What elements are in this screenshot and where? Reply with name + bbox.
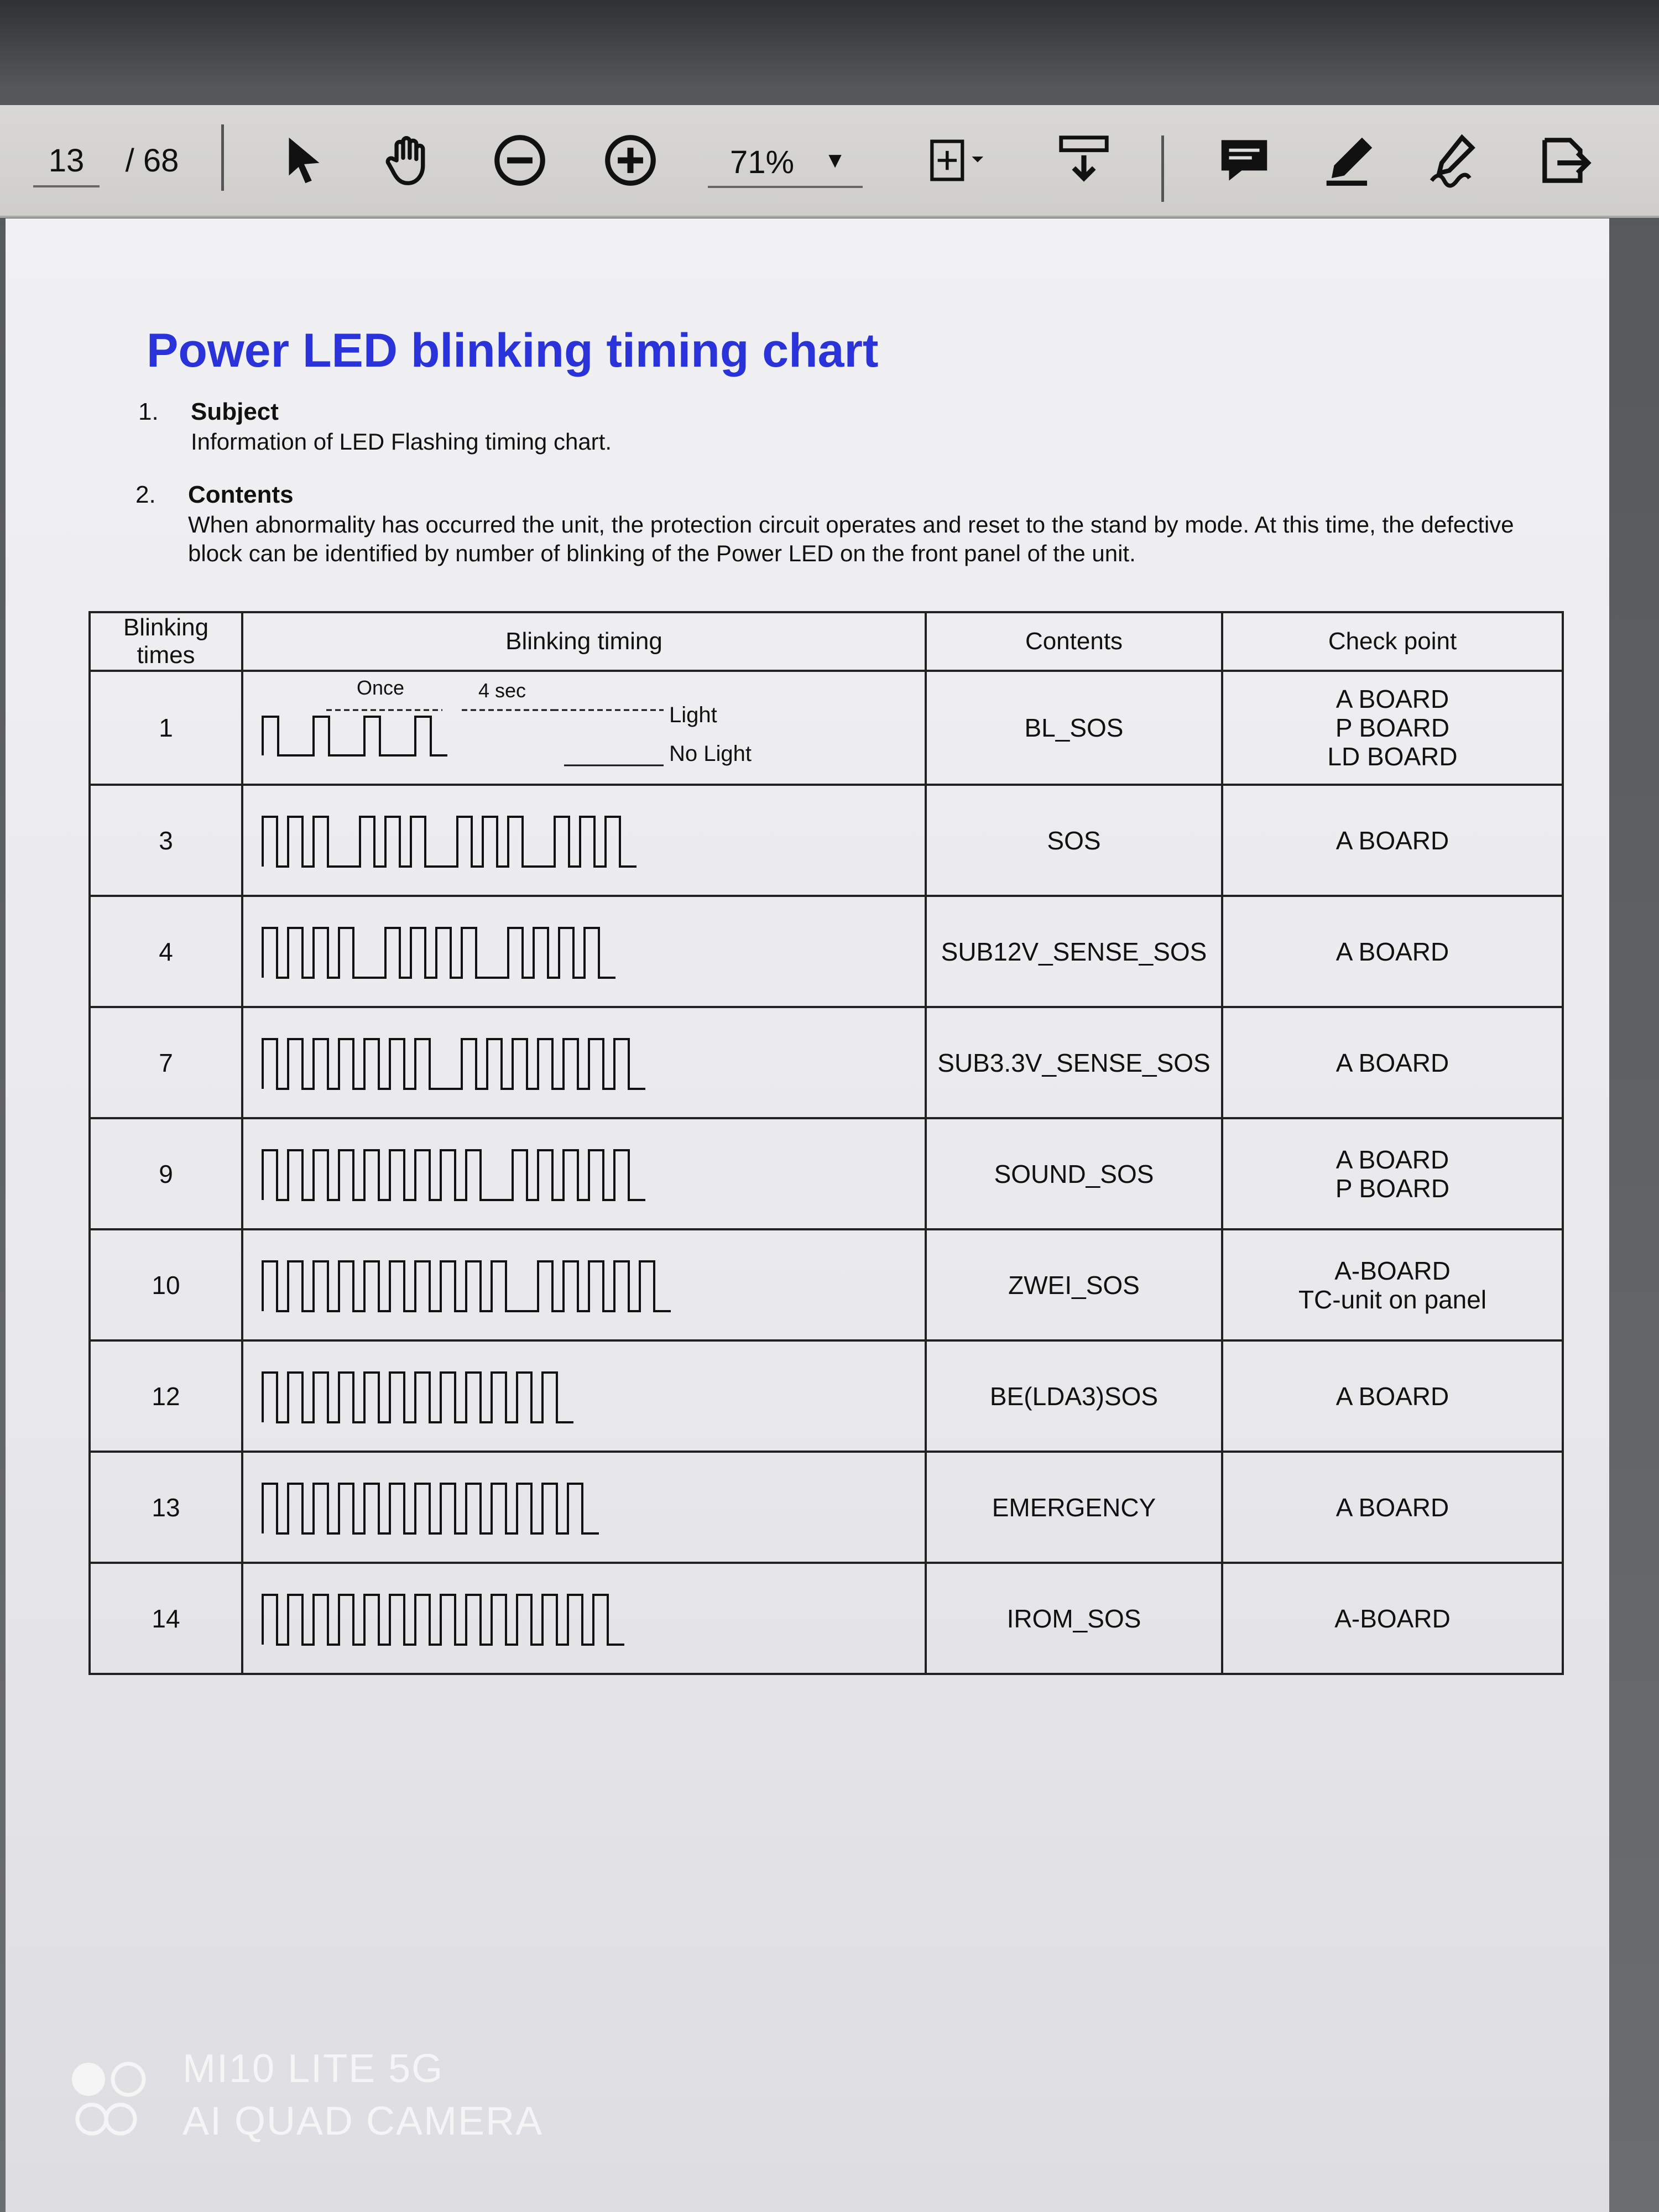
page-total-label: / 68: [125, 142, 179, 179]
section-body: When abnormality has occurred the unit, the protection circuit operates and reset to the stand by mode. At this time, the defective block can be identified by number of blinking of the Power LED on the front panel of the unit.: [188, 512, 1514, 566]
blink-waveform: [243, 1564, 924, 1672]
check-point-line: A BOARD: [1335, 1381, 1449, 1411]
check-point-line: P BOARD: [1335, 1173, 1450, 1203]
blinking-times-cell: 7: [90, 1007, 242, 1118]
blink-waveform: [243, 1453, 924, 1561]
header-blinking-times: Blinking times: [90, 612, 242, 671]
table-row: [90, 1007, 1563, 1118]
blink-waveform: [243, 1120, 924, 1228]
blinking-times-cell: 14: [90, 1563, 242, 1674]
waveform-line: [263, 717, 447, 755]
blinking-timing-cell: [242, 785, 926, 896]
check-point-cell: [1222, 896, 1563, 1007]
contents-cell: BL_SOS: [926, 671, 1222, 785]
zoom-in-icon[interactable]: [597, 105, 664, 216]
legend-light-label: Light: [669, 703, 717, 727]
fit-page-icon[interactable]: [912, 105, 1001, 216]
zoom-level-select[interactable]: 71%: [708, 138, 863, 188]
check-point-cell: [1222, 1340, 1563, 1452]
check-point-cell: [1222, 1229, 1563, 1340]
check-point-cell: [1222, 1452, 1563, 1563]
waveform-line: [263, 1373, 573, 1422]
legend-once-label: Once: [357, 676, 405, 699]
check-point-line: A BOARD: [1335, 826, 1449, 855]
check-point-line: A BOARD: [1335, 1493, 1449, 1522]
contents-cell: ZWEI_SOS: [926, 1229, 1222, 1340]
page-number-input[interactable]: 13: [33, 135, 100, 187]
table-row: [90, 785, 1563, 896]
waveform-line: [263, 928, 615, 978]
contents-cell: SOUND_SOS: [926, 1118, 1222, 1229]
blink-waveform: [243, 786, 924, 894]
page-title: Power LED blinking timing chart: [147, 324, 879, 377]
check-point-line: LD BOARD: [1327, 742, 1458, 771]
scroll-mode-icon[interactable]: [1045, 105, 1123, 216]
contents-cell: BE(LDA3)SOS: [926, 1340, 1222, 1452]
check-point-line: A BOARD: [1335, 1048, 1449, 1077]
table-row: [90, 1118, 1563, 1229]
blinking-timing-cell: [242, 1452, 926, 1563]
waveform-line: [263, 1039, 645, 1089]
blinking-times-cell: 10: [90, 1229, 242, 1340]
check-point-line: A-BOARD: [1334, 1256, 1451, 1285]
check-point-line: P BOARD: [1335, 713, 1450, 742]
check-point-cell: [1222, 671, 1563, 785]
watermark-line-2: AI QUAD CAMERA: [182, 2099, 544, 2143]
chevron-down-icon[interactable]: ▼: [824, 148, 846, 173]
table-row: [90, 1563, 1563, 1674]
waveform-line: [263, 1595, 624, 1645]
watermark-line-1: MI10 LITE 5G: [182, 2047, 444, 2091]
comment-icon[interactable]: [1206, 105, 1283, 216]
section-number: 1.: [138, 398, 159, 425]
check-point-cell: [1222, 1007, 1563, 1118]
contents-cell: SOS: [926, 785, 1222, 896]
table-row: [90, 896, 1563, 1007]
header-contents: Contents: [926, 612, 1222, 671]
blinking-timing-cell: [242, 896, 926, 1007]
check-point-line: A BOARD: [1335, 937, 1449, 966]
contents-cell: SUB12V_SENSE_SOS: [926, 896, 1222, 1007]
timing-table: [88, 611, 1548, 1662]
header-check-point: Check point: [1222, 612, 1563, 671]
check-point-line: A BOARD: [1335, 1145, 1449, 1174]
check-point-cell: [1222, 1563, 1563, 1674]
check-point-cell: [1222, 1118, 1563, 1229]
blink-waveform: [243, 1231, 924, 1339]
blinking-times-cell: 9: [90, 1118, 242, 1229]
pdf-toolbar: [0, 105, 1659, 218]
blinking-timing-cell: [242, 671, 926, 785]
contents-cell: IROM_SOS: [926, 1563, 1222, 1674]
blinking-times-cell: 12: [90, 1340, 242, 1452]
toolbar-divider: [221, 124, 224, 191]
blinking-times-cell: 1: [90, 671, 242, 785]
blinking-timing-cell: [242, 1340, 926, 1452]
table-row: [90, 671, 1563, 785]
section-body: Information of LED Flashing timing chart.: [191, 429, 612, 455]
blinking-timing-cell: [242, 1229, 926, 1340]
blink-waveform: [243, 672, 924, 783]
table-row: [90, 1340, 1563, 1452]
waveform-line: [263, 1484, 599, 1533]
waveform-line: [263, 1150, 645, 1200]
blink-waveform: [243, 1009, 924, 1117]
check-point-line: TC-unit on panel: [1298, 1285, 1487, 1314]
blinking-times-cell: 4: [90, 896, 242, 1007]
check-point-cell: [1222, 785, 1563, 896]
contents-cell: SUB3.3V_SENSE_SOS: [926, 1007, 1222, 1118]
toolbar-divider: [1161, 135, 1164, 202]
zoom-out-icon[interactable]: [487, 105, 553, 216]
legend-4sec-label: 4 sec: [478, 679, 526, 702]
header-blinking-timing: Blinking timing: [242, 612, 926, 671]
table-row: [90, 1452, 1563, 1563]
waveform-line: [263, 1261, 671, 1311]
section-number: 2.: [135, 481, 156, 508]
select-arrow-icon[interactable]: [271, 105, 337, 216]
blinking-times-cell: 3: [90, 785, 242, 896]
blinking-times-cell: 13: [90, 1452, 242, 1563]
sign-icon[interactable]: [1416, 105, 1493, 216]
section-heading: Subject: [191, 398, 279, 425]
check-point-line: A-BOARD: [1334, 1604, 1451, 1633]
blinking-timing-cell: [242, 1007, 926, 1118]
legend-no-light-label: No Light: [669, 742, 752, 766]
blink-waveform: [243, 1342, 924, 1450]
section-heading: Contents: [188, 481, 294, 508]
table-row: [90, 1229, 1563, 1340]
blinking-timing-cell: [242, 1563, 926, 1674]
check-point-line: A BOARD: [1335, 685, 1449, 713]
contents-cell: EMERGENCY: [926, 1452, 1222, 1563]
blinking-timing-cell: [242, 1118, 926, 1229]
blink-waveform: [243, 898, 924, 1005]
hand-icon[interactable]: [376, 105, 442, 216]
waveform-line: [263, 817, 637, 867]
export-icon[interactable]: [1526, 105, 1604, 216]
camera-logo-icon: [66, 2057, 155, 2140]
pdf-page: [6, 218, 1609, 2212]
highlight-pen-icon[interactable]: [1311, 105, 1388, 216]
